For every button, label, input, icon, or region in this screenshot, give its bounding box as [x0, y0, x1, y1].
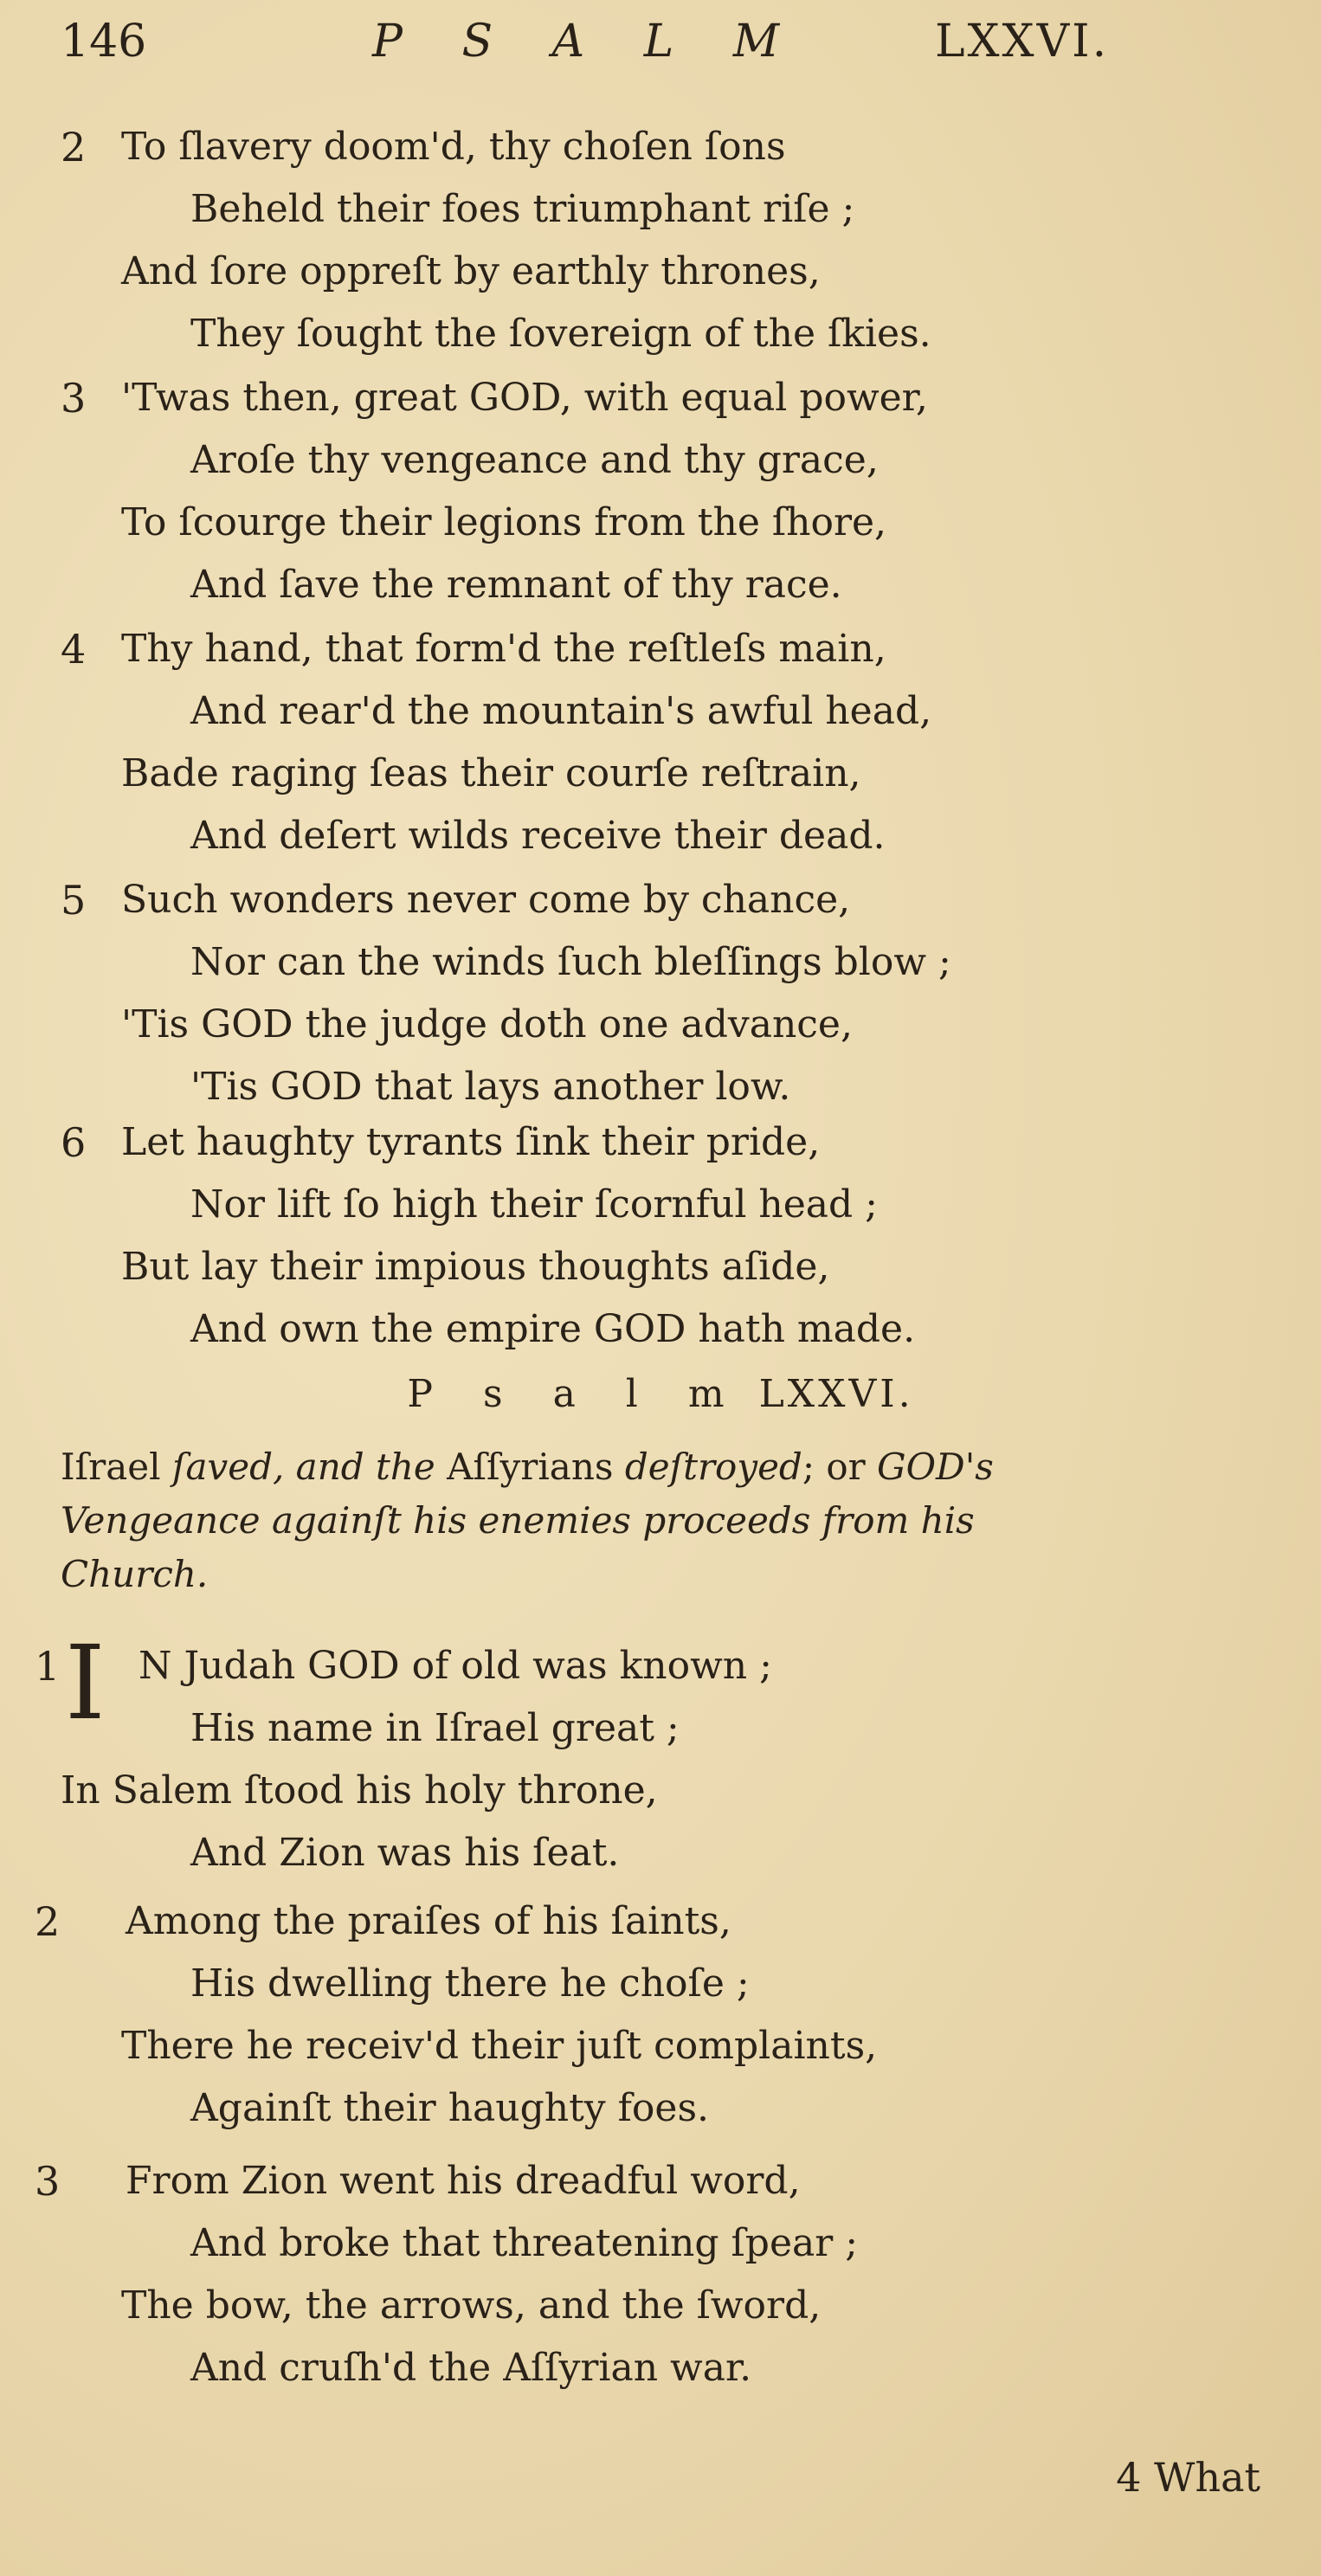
verse-line: His name in Iſrael great ;	[190, 1706, 680, 1750]
verse-line: Beheld their foes triumphant riſe ;	[190, 187, 855, 231]
running-psalm-number: LXXVI.	[935, 16, 1110, 68]
psalm-heading	[0, 1372, 1321, 1416]
running-header	[61, 16, 1273, 85]
psalm-heading-word: P s a l m	[407, 1372, 744, 1416]
stanza-number: 5	[61, 877, 87, 924]
stanza-number: 3	[61, 375, 87, 422]
verse-line: And broke that threatening ſpear ;	[190, 2221, 859, 2265]
stanza-number: 3	[35, 2158, 61, 2205]
stanza-number: 1	[35, 1643, 61, 1690]
verse-line: And ſave the remnant of thy race.	[190, 563, 842, 607]
verse-line: And cruſh'd the Aſſyrian war.	[190, 2346, 752, 2390]
argument-text: ; or	[802, 1446, 866, 1488]
verse-line: His dwelling there he choſe ;	[190, 1961, 750, 2006]
verse-line: To ſcourge their legions from the ſhore,	[121, 500, 887, 544]
psalm-argument-line: Church.	[61, 1553, 209, 1595]
verse-line: There he receiv'd their juſt complaints,	[121, 2024, 878, 2068]
running-title: P S A L M	[372, 16, 802, 68]
verse-line: Nor lift ſo high their ſcornful head ;	[190, 1182, 878, 1227]
verse-line: But lay their impious thoughts aſide,	[121, 1245, 830, 1289]
argument-text: Iſrael	[61, 1446, 161, 1488]
verse-line: Againſt their haughty foes.	[190, 2086, 710, 2130]
verse-line: And deſert wilds receive their dead.	[190, 814, 886, 858]
verse-line: Nor can the winds ſuch bleſſings blow ;	[190, 940, 951, 984]
catchword: 4 What	[1116, 2454, 1260, 2501]
page-number: 146	[61, 16, 147, 68]
verse-line: And Zion was his ſeat.	[190, 1831, 620, 1875]
verse-line: The bow, the arrows, and the ſword,	[121, 2283, 822, 2328]
psalm-heading-number: LXXVI.	[758, 1372, 914, 1416]
verse-line: Such wonders never come by chance,	[121, 878, 851, 922]
verse-line: Let haughty tyrants ſink their pride,	[121, 1120, 821, 1164]
verse-line: And ſore oppreſt by earthly thrones,	[121, 249, 821, 293]
verse-line: In Salem ſtood his holy throne,	[61, 1768, 658, 1813]
verse-line: N Judah GOD of old was known ;	[139, 1644, 772, 1688]
verse-line: Aroſe thy vengeance and thy grace,	[190, 438, 879, 482]
verse-line: And own the empire GOD hath made.	[190, 1307, 916, 1351]
stanza-number: 6	[61, 1119, 87, 1166]
stanza-number: 2	[61, 124, 87, 171]
verse-line: Among the praiſes of his ſaints,	[126, 1899, 731, 1943]
verse-line: 'Tis GOD the judge doth one advance,	[121, 1002, 853, 1046]
argument-text: GOD's	[877, 1446, 994, 1488]
stanza-number: 2	[35, 1898, 61, 1945]
verse-line: Bade raging ſeas their courſe reſtrain,	[121, 751, 861, 795]
drop-cap: I	[65, 1623, 106, 1742]
verse-line: From Zion went his dreadful word,	[126, 2159, 801, 2203]
verse-line: Thy hand, that form'd the reſtleſs main,	[121, 627, 886, 671]
verse-line: 'Tis GOD that lays another low.	[190, 1065, 791, 1109]
verse-line: To ſlavery doom'd, thy choſen ſons	[121, 125, 786, 169]
argument-text: deſtroyed	[624, 1446, 802, 1488]
verse-line: They ſought the ſovereign of the ſkies.	[190, 312, 931, 356]
stanza-number: 4	[61, 626, 87, 673]
psalm-argument-line: Vengeance againſt his enemies proceeds from his	[61, 1499, 975, 1542]
argument-text: ſaved, and the	[171, 1446, 435, 1488]
psalm-argument	[61, 1441, 1273, 1493]
argument-text: Aſſyrians	[447, 1446, 614, 1488]
verse-line: And rear'd the mountain's awful head,	[190, 689, 932, 733]
verse-line: 'Twas then, great GOD, with equal power,	[121, 376, 928, 420]
